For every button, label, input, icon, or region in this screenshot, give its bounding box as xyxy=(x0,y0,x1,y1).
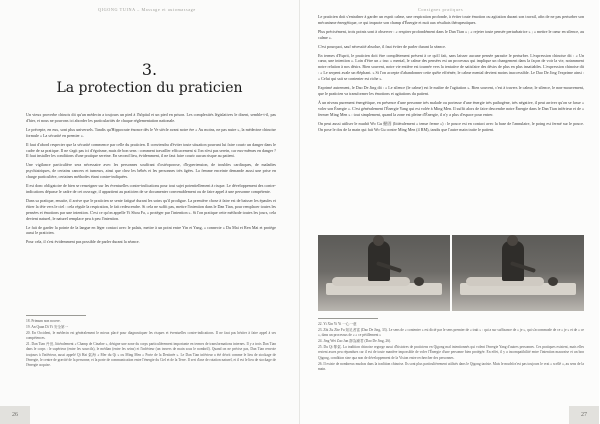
paragraph: Dans sa pratique, ensuite, il arrive que le praticien se sente fatigué durant les soins qu'il prodigue. La première chose à faire est de baisser les épaules et étirer la tête vers le ciel : cela régule la respiration, le fait redescendre. Si cela ne suffit pas, mettre l'intention dans le Dan Tian, pour remplacer toutes les pensées et émotions par une intention. C'est ce qu'on appelle Yi Shou Fa, « protéger par l'intention ». Si l'on pratique cette méthode toutes les jours, cela devient naturel, le naturel remplace peu à peu l'intention. xyxy=(26,197,276,221)
photo-row xyxy=(318,235,584,311)
practitioner-head-shape xyxy=(507,235,518,246)
footnote: 23. Zhi Zu Zhe Fu 知足者富 (Dao De Jing, 33). Le sens de « contenter » est dicté par le sens premier de « trait » : qui a sur suffisance de « je », qui s'accommode de ce « je » et de « ce », dans un processus de « « ce pétillement » xyxy=(318,328,584,338)
right-page xyxy=(300,0,599,424)
footnote: 18. Primum non nocere. xyxy=(26,319,61,323)
paragraph: C'est pourquoi, sauf nécessité absolue, il faut éviter de parler durant la séance. xyxy=(318,43,446,49)
patient-head-shape xyxy=(548,277,558,286)
photo-treatment-1 xyxy=(318,235,450,311)
patient-head-shape xyxy=(414,277,424,286)
footnote-divider xyxy=(318,318,378,319)
paragraph: Plus précisément, trois points sont à observer : « respirer profondément dans le Dan Tian » ; « rejeter toute pensée perturbatrice » ; « mettre le cœur en silence, au calme ». xyxy=(318,28,584,40)
page-number-right: 27 xyxy=(569,406,599,424)
left-body-text xyxy=(26,112,276,248)
page-number-left: 26 xyxy=(0,406,30,424)
left-footnotes xyxy=(26,319,276,369)
paragraph: Un vieux proverbe chinois dit qu'un médecin a toujours un pied à l'hôpital et un pied en prison. Les complexités législatives le disent, semble-t-il, pas d'hier, et nous ne pouvons ici aborder les particularités de chaque réglementation nationale. xyxy=(26,112,276,123)
paragraph: On peut aussi utiliser le mudrâ Wo Gu 握固 (littéralement « tenue ferme ») : le pouce est en contact avec la base de l'annulaire, le poing est fermé sur le pouce. On pose le dos de la main qui fait Wo Gu contre Ming Men (4 RM), tandis que l'autre main traite le patient. xyxy=(318,120,584,132)
paragraph: À un niveau purement énergétique, en présence d'une personne très malade ou porteuse d'une énergie très pathogène, très négative, il peut arriver qu'on se fasse « voler son Énergie ». C'est généralement l'Énergie Yang qui est volée à Ming Men. Il suffit alors de faire descendre notre Énergie dans le Dan Tian inférieur et de « fermer Ming Men » : tout simplement, quand la zone est pleine d'Énergie, il n'y a plus d'espace pour entrer. xyxy=(318,99,584,117)
right-body-text xyxy=(318,14,584,135)
footnote: 19. An Quan Di Yi 安全第一 xyxy=(26,325,69,330)
paragraph: En termes d'Esprit, le praticien doit être complètement présent à ce qu'il fait, sans laisser aucune pensée parasite le perturber. L'expression chinoise dit : « Un cœur, une intention ». Loin d'être un « truc » mental, le calme des pensées est un processus qui implique un changement dans la façon de voir la vie, notamment notre relation à nos désirs. Bien souvent, notre vie entière est tournée vers la tentative de satisfaire des désirs de plus en plus insatiables. L'expression chinoise dit : « Le serpent avale un éléphant. » Si l'on accepte d'abandonner cette quête effrénée, le calme mental devient moins inaccessible. Le Dao De Jing l'exprime ainsi : « Celui qui sait se contenter est riche ». xyxy=(318,52,584,82)
footnote: 22. Yi Xin Yi Yi 一心一意 xyxy=(318,322,357,326)
chapter-number: 3. xyxy=(141,60,158,79)
paragraph: Exprimé autrement, le Dao De Jing dit : « Le silence (le calme) est le maître de l'agitation ». Bien souvent, c'est à travers le calme, le silence, le non-mouvement, que le praticien va transformer les émotions et agitations du patient. xyxy=(318,85,584,96)
paragraph: Une vigilance particulière sera nécessaire avec les personnes souffrant d'ostéoporose, d'hypertension, de troubles cardiaques, de maladies psychiatriques, de certains cancers et tumeurs, ainsi que chez les bébés et les personnes très âgées. La femme enceinte demande aussi une prise en charge particulière, certaines méthodes étant contre-indiquées. xyxy=(26,162,276,180)
chapter-title: La protection du praticien xyxy=(56,80,243,96)
running-head-left: QIGONG TUINA – Massage et automassage xyxy=(98,7,196,12)
footnote: 26. Il existe de nombreux mudras dans la tradition chinoise. Ils sont plus particulièrement utilisés dans le Qigong taoïste. Mais le mudrâ n'est pas toujours le vrai « scellé », au sens de la main. xyxy=(318,361,584,371)
footnote: 25. Du Qi 奪氣. La tradition chinoise regorge aussi d'histoires de praticiens en Qigong mal intentionnés qui volent l'énergie Yang d'autres personnes. Ces pratiques existent, mais elles restent assez peu répandues car il est de toute manière impossible de voler l'Énergie d'une personne bien protégée. En effet, il y a incompatibilité entre l'intention mauvaise et un bon Qigong, condition sine qua non de développement de la Vision entre rechercher des personnes. xyxy=(318,345,584,360)
right-footnotes xyxy=(318,322,584,373)
paragraph: Le fait de garder la pointe de la langue en léger contact avec le palais, mettre à un point entre Yin et Yang, « connecte » Du Mai et Ren Mai et protège aussi le praticien. xyxy=(26,224,276,236)
footnote: 21. Dan Tian 丹田, littéralement « Champ de Cinabre », désigne une zone du corps particulièrement importante en termes de transformations internes. Il y a trois Dan Tian dans le corps : le supérieur (entre les sourcils), le médian (entre les seins) et l'inférieur (un travers de main sous le nombril). Quand on ne précise pas, Dan Tian renvoie toujours à l'inférieur, aussi appelé Qi Hai 氣海 « Mer du Qi » ou Ming Men « Porte de la Destinée ». Le Dan Tian inférieur a été décrit comme le lieu de stockage de l'énergie, le centre de gravité de la personne, et la porte de communication entre l'énergie du Ciel et de la Terre. Il sert d'axe de rotation naturel, et il est le lieu de stockage de l'énergie acquise. xyxy=(26,342,276,367)
footnote-divider xyxy=(26,315,86,316)
footnote: 24. Jing Wei Zao Jun 靜為躁君 (Dao De Jing, 26). xyxy=(318,339,392,344)
paragraph: Il faut d'abord respecter que la sécurité commence par celle du praticien. Il conviendra d'éviter toute situation pouvant lui faire courir un danger dans le cadre de sa pratique. Il ne s'agit pas ici d'égoïsme, mais de bon sens : comment travailler efficacement si l'on n'est pas serein, car eux-mêmes en danger ? Il faut installer les conditions d'une pratique sereine. En second lieu, évidemment, il ne faut faire courir aucun risque au patient. xyxy=(26,141,277,159)
practitioner-head-shape xyxy=(373,235,384,246)
paragraph: Le précepte, en eux, sont plus universels. Tandis qu'Hippocrate énonce dès le Ve siècle avant notre ère « Au moins, ne pas nuire », la médecine chinoise formule « La sécurité en premier ». xyxy=(26,126,276,138)
paragraph: Il est donc obligatoire de bien se renseigner sur les éventuelles contre-indications pour tout sujet potentiellement à risque. Le développement des contre-indications dépasse le cadre de cet ouvrage, il appartient au praticien de se documenter convenablement ou de faire appel à une personne compétente. xyxy=(26,183,276,194)
paragraph: Le praticien doit s'entraîner à garder un esprit calme, une respiration profonde, à éviter toute émotion ou agitation durant son travail, afin de ne pas perturber son mécanisme énergétique, ce qui impacte son champ d'Énergie et nuit aux résultats thérapeutiques. xyxy=(318,14,584,25)
photo-treatment-2 xyxy=(452,235,584,311)
paragraph: Pour cela, il s'est évidemment pas possible de parler durant la séance. xyxy=(26,239,140,245)
running-head-right: Consignes pratiques xyxy=(418,7,464,12)
footnote: 20. En Occident, le médecin est généralement le mieux placé pour diagnostiquer les risques et éventuelles contre-indications. Il ne faut pas hésiter à faire appel à ses compétences. xyxy=(26,331,276,341)
